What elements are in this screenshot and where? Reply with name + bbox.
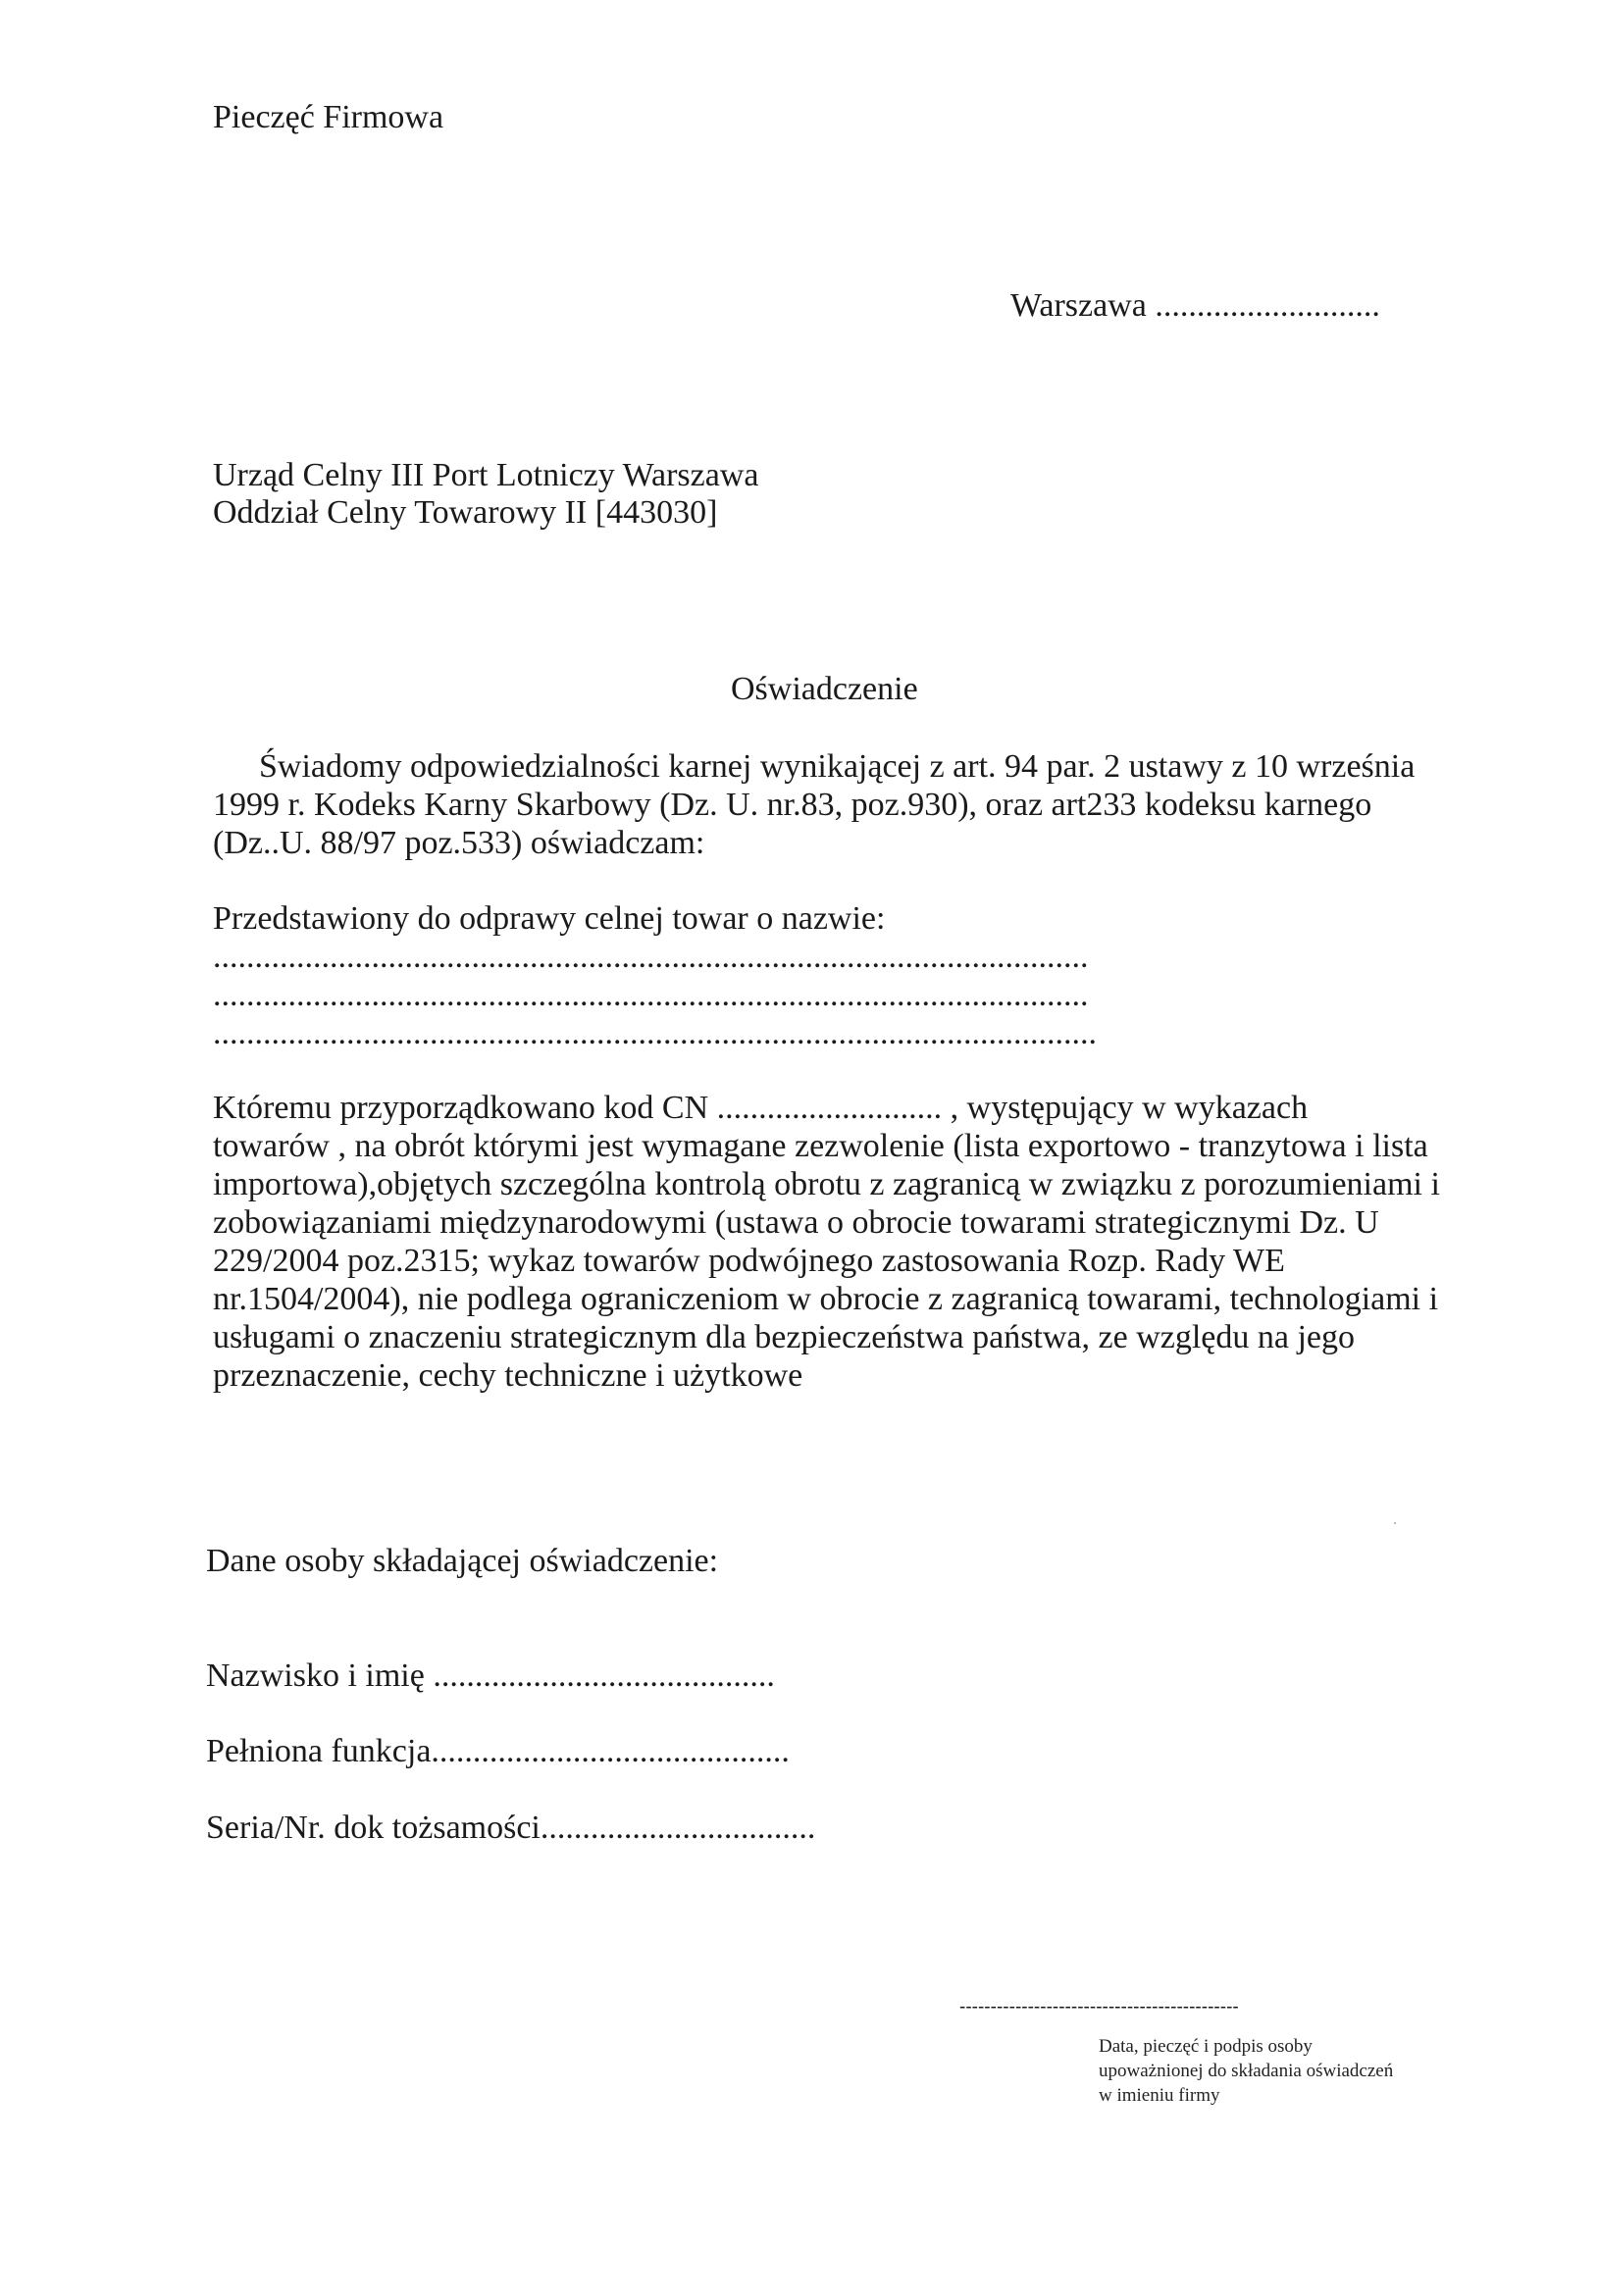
goods-label: Przedstawiony do odprawy celnej towar o nazwie: (213, 900, 886, 937)
scan-speck (1394, 1522, 1396, 1524)
body-line-1: Któremu przyporządkowano kod CN ........................... , występujący w wykazach (213, 1090, 1309, 1126)
body-line-7: usługami o znaczeniu strategicznym dla bezpieczeństwa państwa, ze względu na jego (213, 1319, 1356, 1355)
body-paragraph (213, 1089, 1440, 1395)
intro-line-1: Świadomy odpowiedzialności karnej wynikającej z art. 94 par. 2 ustawy z 10 września (259, 748, 1416, 785)
goods-fill-line-2: ......................................................................................................... (213, 977, 1089, 1013)
body-line-2: towarów , na obrót którymi jest wymagane zezwolenie (lista exportowo - tranzytowa i lista (213, 1128, 1428, 1164)
body-line-6: nr.1504/2004), nie podlega ograniczeniom w obrocie z zagranicą towarami, technologiami i (213, 1281, 1439, 1317)
body-line-4: zobowiązaniami międzynarodowymi (ustawa o obrocie towarami strategicznymi Dz. U (213, 1204, 1379, 1241)
body-line-8: przeznaczenie, cechy techniczne i użytkowe (213, 1357, 803, 1394)
name-field: Nazwisko i imię ......................................... (206, 1658, 775, 1694)
id-document-field: Seria/Nr. dok tożsamości................................. (206, 1810, 816, 1846)
signature-line: --------------------------------------------- (959, 1997, 1239, 2017)
recipient-line-1: Urząd Celny III Port Lotniczy Warszawa (213, 457, 759, 493)
body-line-3: importowa),objętych szczególna kontrolą obrotu z zagranicą w związku z porozumieniami i (213, 1166, 1440, 1202)
goods-fill-line-1: ......................................................................................................... (213, 939, 1089, 975)
function-field: Pełniona funkcja........................................... (206, 1733, 790, 1769)
company-stamp-label: Pieczęć Firmowa (213, 99, 444, 135)
signature-caption-3: w imieniu firmy (1099, 2085, 1220, 2106)
document-title: Oświadczenie (731, 671, 918, 707)
signature-caption-1: Data, pieczęć i podpis osoby (1099, 2036, 1313, 2057)
person-heading: Dane osoby składającej oświadczenie: (206, 1543, 719, 1579)
intro-line-3: (Dz..U. 88/97 poz.533) oświadczam: (213, 825, 705, 861)
goods-fill-line-3: .......................................................................................................... (213, 1015, 1097, 1051)
place-date-field: Warszawa ........................... (1010, 287, 1380, 324)
signature-caption-2: upoważnionej do składania oświadczeń (1099, 2061, 1394, 2081)
body-line-5: 229/2004 poz.2315; wykaz towarów podwójnego zastosowania Rozp. Rady WE (213, 1243, 1285, 1279)
intro-line-2: 1999 r. Kodeks Karny Skarbowy (Dz. U. nr.83, poz.930), oraz art233 kodeksu karnego (213, 787, 1372, 823)
recipient-line-2: Oddział Celny Towarowy II [443030] (213, 494, 718, 531)
